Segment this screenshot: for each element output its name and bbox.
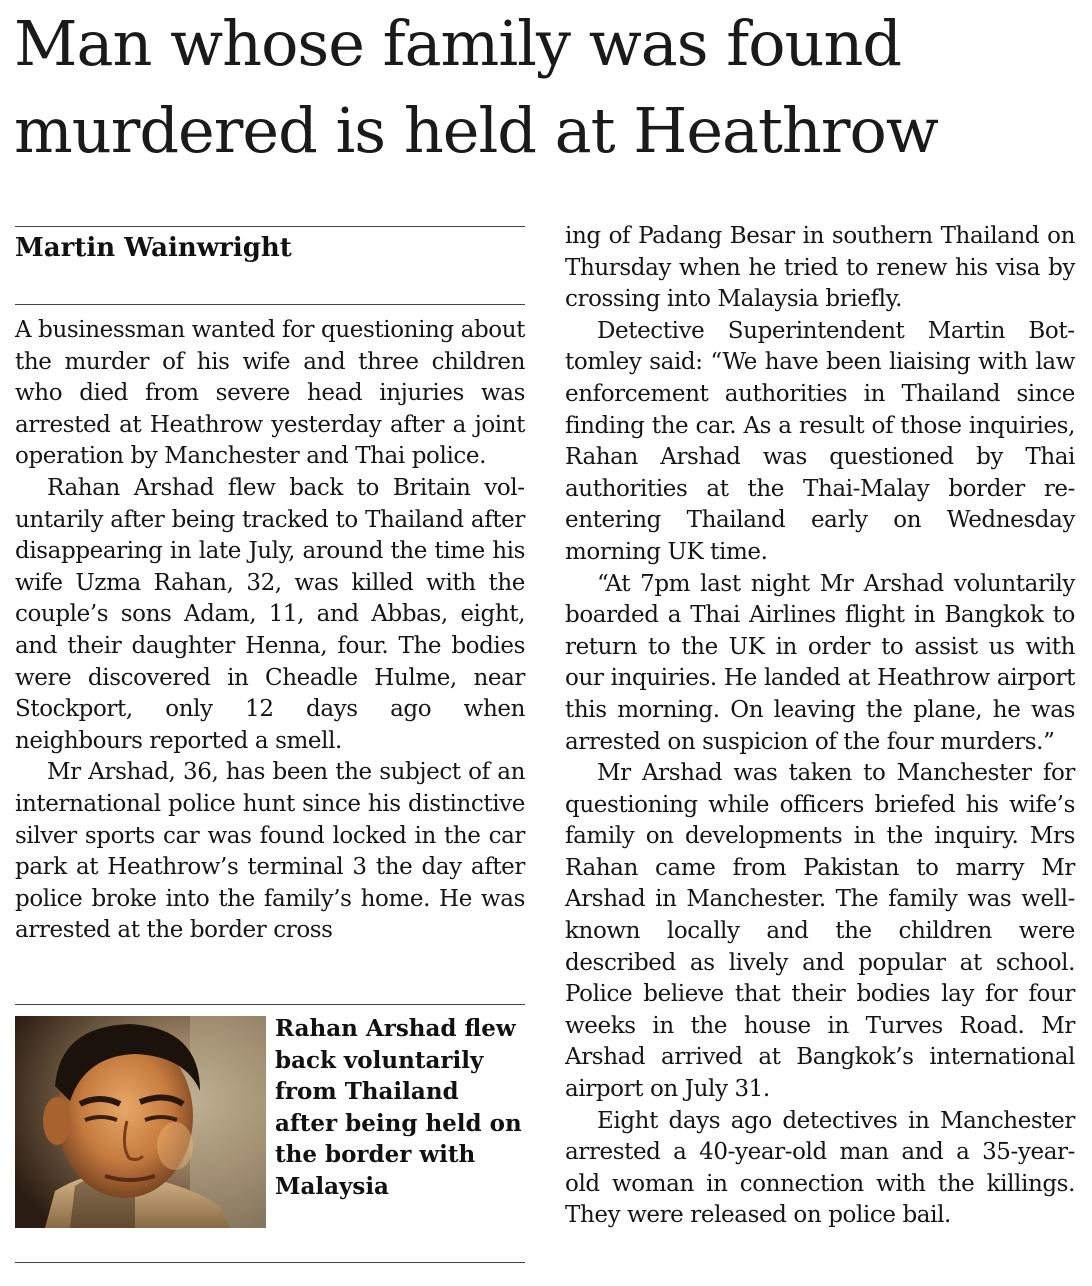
portrait-photo [15, 1016, 266, 1228]
paragraph: ing of Padang Besar in southern Thailand on Thursday when he tried to renew his visa by crossing into Malaysia briefly. [565, 223, 1075, 313]
portrait-illustration [15, 1016, 266, 1228]
byline-bottom-rule [15, 304, 525, 305]
paragraph: “At 7pm last night Mr Arshad voluntarily boarded a Thai Airlines flight in Bangkok to return to the UK in order to assist us with our inquiries. He landed at Heathrow airport this morning. On leaving the plane, he was arrested on suspicion of the four murders.” [565, 570, 1075, 755]
byline-top-rule [15, 226, 525, 227]
paragraph: Rahan Arshad flew back to Britain voluntarily after being tracked to Thailand after disappearing in late July, around the time his wife Uzma Rahan, 32, was killed with the couple’s sons Adam, 11, and Abbas, eight, and their daughter Henna, four. The bodies were discovered in Cheadle Hulme, near Stockport, only 12 days ago when neighbours reported a smell. [15, 474, 525, 754]
headline: Man whose family was found murdered is held at Heathrow [14, 7, 938, 167]
paragraph: Eight days ago detectives in Manchester arrested a 40-year-old man and a 35-year-old woman in connection with the killings. They were released on police bail. [565, 1107, 1075, 1229]
paragraph: A businessman wanted for questioning about the murder of his wife and three children who died from severe head injuries was arrested at Heathrow yesterday after a joint operation by Manchester and Thai police. [15, 317, 526, 470]
byline: Martin Wainwright [15, 233, 292, 263]
right-column [565, 221, 1075, 1232]
paragraph: Detective Superintendent Martin Bottomley said: “We have been liaising with law enforcement authorities in Thailand since finding the car. As a result of those inquiries, Rahan Arshad was questioned by Thai authorities at the Thai-Malay border re-entering Thailand early on Wednesday morning UK time. [565, 317, 1075, 565]
paragraph: Mr Arshad was taken to Manchester for questioning while officers briefed his wife’s family on developments in the inquiry. Mrs Rahan came from Pakistan to marry Mr Arshad in Manchester. The family was well-known locally and the children were described as lively and popular at school. Police believe that their bodies lay for four weeks in the house in Turves Road. Mr Arshad arrived at Bangkok’s international airport on July 31. [565, 760, 1075, 1103]
bottom-rule [15, 1262, 525, 1263]
photo-top-rule [15, 1004, 525, 1005]
photo-caption: Rahan Arshad flew back voluntarily from Thailand after being held on the border with Malaysia [275, 1015, 522, 1200]
left-column [15, 315, 525, 947]
paragraph: Mr Arshad, 36, has been the subject of an international police hunt since his distinctive silver sports car was found locked in the car park at Heathrow’s terminal 3 the day after police broke into the family’s home. He was arrested at the border cross [15, 759, 525, 944]
